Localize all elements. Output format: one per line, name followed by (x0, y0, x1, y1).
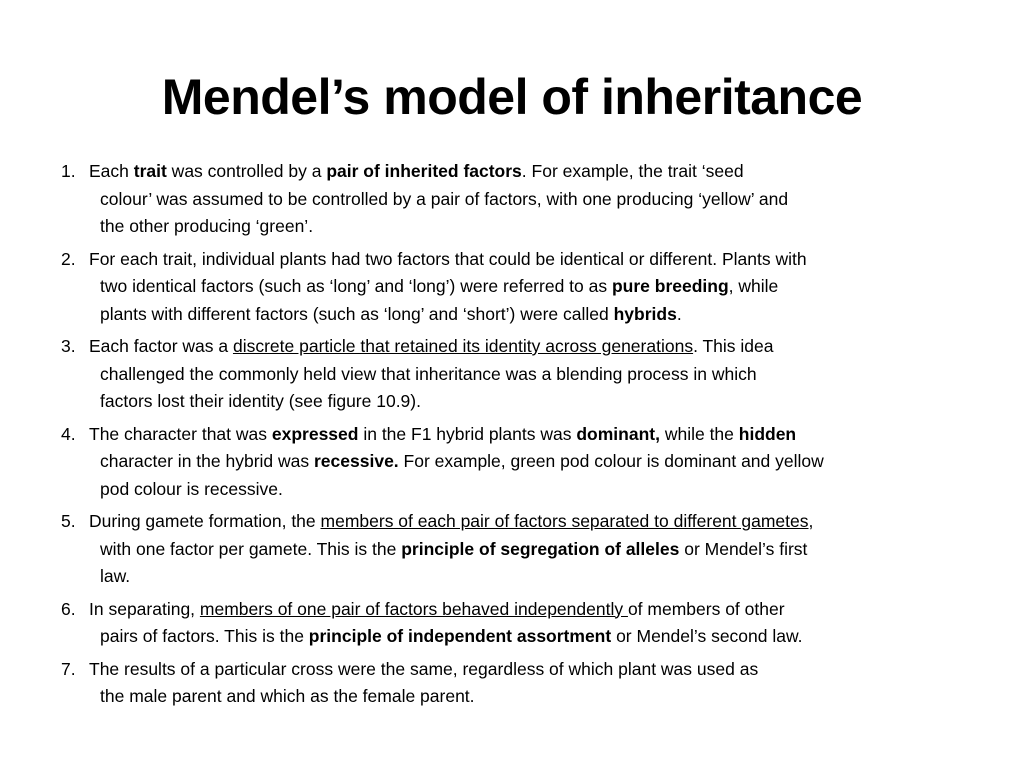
list-item (61, 333, 971, 416)
text-run: Each factor was a (89, 336, 233, 356)
text-run: . (676, 303, 682, 324)
list-item-line (61, 448, 971, 476)
list-item-line (61, 421, 971, 449)
list-item-line (61, 623, 971, 651)
text-run: challenged the commonly held view that inheritance was a blending process in which (100, 363, 757, 384)
list-item-line (61, 596, 971, 624)
list-item-line (61, 158, 971, 186)
text-run: Each (89, 161, 134, 181)
text-run: the male parent and which as the female parent. (100, 686, 475, 706)
list-item-line (61, 508, 971, 536)
list-item (61, 508, 971, 591)
text-run: while the (659, 423, 739, 444)
text-run: was controlled by a (166, 161, 327, 181)
text-run: , while (728, 276, 779, 296)
text-run: In separating, (89, 598, 200, 619)
list-item-number: 4. (61, 423, 76, 444)
text-run: For each trait, individual plants had two factors that could be identical or different. Plants with (89, 248, 807, 269)
text-run: During gamete formation, the (89, 511, 321, 531)
list-item-line (61, 301, 971, 329)
text-run: . This idea (693, 336, 774, 356)
list-item-line (61, 683, 971, 711)
text-run: or Mendel’s second law. (611, 626, 803, 646)
list-item-line (61, 476, 971, 504)
underlined-phrase: members of one pair of factors behaved independently (199, 598, 628, 619)
list-item-line (61, 273, 971, 301)
text-run: factors lost their identity (see figure 10.9). (100, 391, 421, 411)
list-item-number: 2. (61, 248, 76, 269)
list-item (61, 656, 971, 711)
bold-term: pure breeding (611, 276, 729, 296)
underlined-phrase: discrete particle that retained its identity across generations (232, 336, 694, 356)
list-item-line (61, 361, 971, 389)
bold-term: dominant, (576, 423, 660, 444)
list-item (61, 596, 971, 651)
list-item (61, 421, 971, 504)
list-item-line (61, 246, 971, 274)
list-item-number: 5. (61, 511, 76, 531)
list-item-number: 7. (61, 658, 76, 679)
bold-term: hidden (738, 423, 797, 444)
text-run: The results of a particular cross were the same, regardless of which plant was used as (89, 658, 759, 679)
text-run: law. (100, 566, 131, 586)
list-item-line (61, 536, 971, 564)
text-run: The character that was (89, 423, 272, 444)
text-run: colour’ was assumed to be controlled by a pair of factors, with one producing ‘yellow’ and (100, 188, 789, 209)
list-item (61, 158, 971, 241)
bold-term: expressed (271, 423, 359, 444)
text-run: pod colour is recessive. (100, 478, 283, 499)
numbered-list (61, 158, 971, 716)
text-run: two identical factors (such as ‘long’ and ‘long’) were referred to as (100, 276, 612, 296)
text-run: For example, green pod colour is dominant and yellow (398, 451, 824, 471)
slide-title: Mendel’s model of inheritance (161, 69, 863, 125)
bold-term: hybrids (613, 303, 677, 324)
text-run: the other producing ‘green’. (100, 216, 314, 236)
text-run: pairs of factors. This is the (100, 626, 309, 646)
text-run: of members of other (627, 598, 785, 619)
bold-term: principle of independent assortment (308, 626, 612, 646)
bold-term: principle of segregation of alleles (401, 538, 680, 559)
list-item-line (61, 563, 971, 591)
bold-term: recessive. (314, 451, 399, 471)
text-run: , (808, 511, 814, 531)
bold-term: pair of inherited factors (326, 161, 522, 181)
list-item-line (61, 213, 971, 241)
list-item-line (61, 333, 971, 361)
text-run: in the F1 hybrid plants was (358, 423, 577, 444)
list-item-line (61, 388, 971, 416)
list-item-number: 6. (61, 598, 76, 619)
list-item-line (61, 186, 971, 214)
text-run: . For example, the trait ‘seed (521, 161, 744, 181)
list-item (61, 246, 971, 329)
list-item-number: 1. (61, 161, 76, 181)
text-run: plants with different factors (such as ‘long’ and ‘short’) were called (100, 303, 614, 324)
text-run: character in the hybrid was (100, 451, 314, 471)
list-item-number: 3. (61, 336, 76, 356)
list-item-line (61, 656, 971, 684)
bold-term: trait (133, 161, 167, 181)
underlined-phrase: members of each pair of factors separated to different gametes (320, 511, 809, 531)
text-run: with one factor per gamete. This is the (100, 538, 402, 559)
text-run: or Mendel’s first (679, 538, 808, 559)
